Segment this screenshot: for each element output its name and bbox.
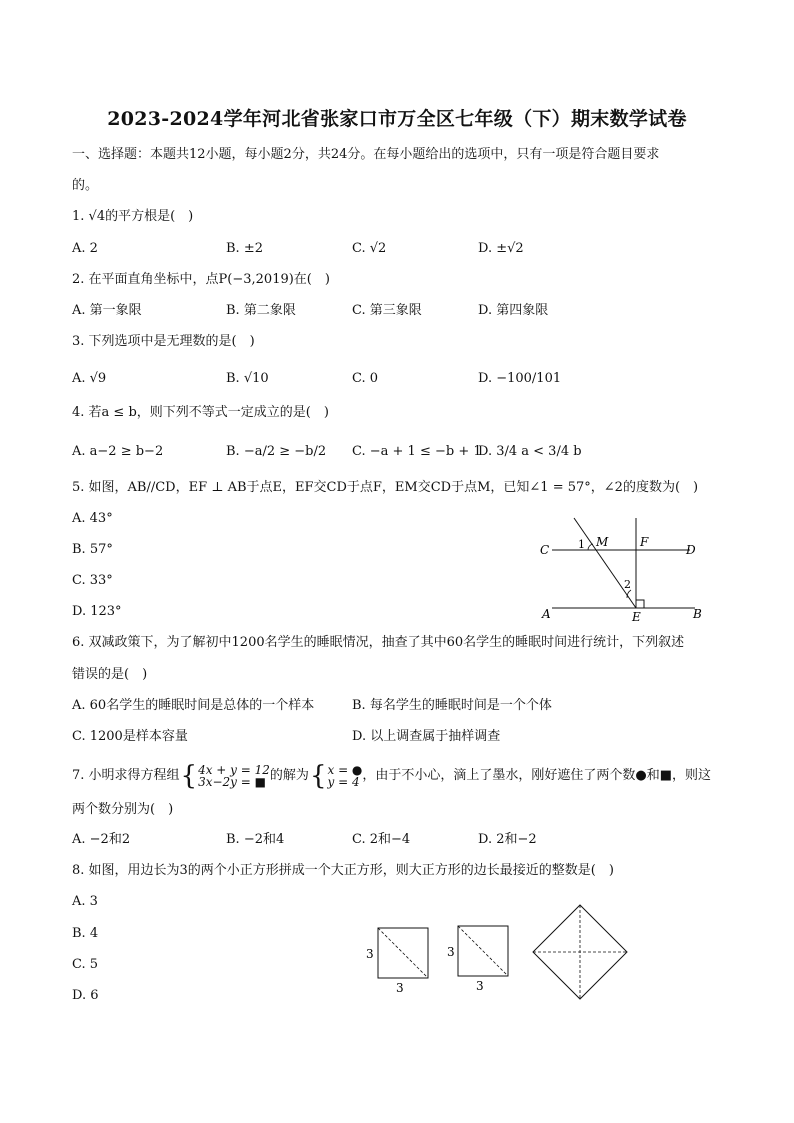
question-3: 3. 下列选项中是无理数的是( ) (72, 334, 255, 349)
q7-option-c: C. 2和−4 (352, 832, 411, 847)
q7-system-2 (327, 764, 362, 788)
label-c: C (540, 543, 550, 557)
question-1: 1. √4的平方根是( ) (72, 209, 194, 224)
q5-option-c: C. 33° (72, 573, 113, 588)
label-f: F (640, 535, 649, 549)
q6-option-b: B. 每名学生的睡眠时间是一个个体 (352, 698, 552, 713)
q4-option-b: B. −a/2 ≥ −b/2 (226, 444, 327, 459)
question-2: 2. 在平面直角坐标中，点P(−3,2019)在( ) (72, 272, 330, 287)
q5-option-d: D. 123° (72, 604, 122, 619)
q2-option-c: C. 第三象限 (352, 303, 422, 318)
q5-geometry-figure (530, 510, 710, 622)
q7-text-a: 7. 小明求得方程组 (72, 768, 180, 783)
q8-squares-figure (360, 900, 640, 1000)
angle-2-label: 2 (624, 578, 631, 591)
question-7 (72, 763, 711, 789)
q7-sol-x: x = ● (327, 763, 363, 777)
label-a: A (542, 607, 551, 621)
label-e: E (632, 610, 641, 622)
question-8: 8. 如图，用边长为3的两个小正方形拼成一个大正方形，则大正方形的边长最接近的整数是( ) (72, 863, 614, 878)
q7-eq-1: 4x + y = 12 (198, 763, 270, 777)
q3-option-a: A. √9 (72, 371, 107, 386)
question-6-cont: 错误的是( ) (72, 667, 148, 682)
q7-sol-y: y = 4 (327, 775, 360, 789)
q7-system-1 (198, 764, 270, 788)
q2-option-d: D. 第四象限 (478, 303, 549, 318)
q3-option-b: B. √10 (226, 371, 269, 386)
question-6: 6. 双减政策下，为了解初中1200名学生的睡眠情况，抽查了其中60名学生的睡眠时间进行统计，下列叙述 (72, 635, 685, 650)
q6-option-c: C. 1200是样本容量 (72, 729, 188, 744)
q7-eq-2: 3x−2y = ■ (198, 775, 266, 789)
page-title: 2023-2024学年河北省张家口市万全区七年级（下）期末数学试卷 (107, 108, 687, 130)
q1-option-d: D. ±√2 (478, 241, 524, 256)
q7-text-c: ，由于不小心，滴上了墨水，刚好遮住了两个数●和■，则这 (362, 768, 712, 783)
question-4: 4. 若a ≤ b，则下列不等式一定成立的是( ) (72, 405, 329, 420)
q8-option-c: C. 5 (72, 957, 99, 972)
q3-option-d: D. −100/101 (478, 371, 562, 386)
q8-option-b: B. 4 (72, 926, 99, 941)
square-2-side-label: 3 (447, 945, 455, 959)
q7-brace-1: { (180, 761, 198, 791)
q4-option-d: D. 3/4 a < 3/4 b (478, 444, 582, 459)
q4-option-c: C. −a + 1 ≤ −b + 1 (352, 444, 482, 459)
q7-option-a: A. −2和2 (72, 832, 131, 847)
label-m: M (596, 535, 609, 549)
q8-option-a: A. 3 (72, 894, 98, 909)
q4-option-a: A. a−2 ≥ b−2 (72, 444, 164, 459)
square-2-bottom-label: 3 (476, 979, 484, 993)
q7-option-d: D. 2和−2 (478, 832, 537, 847)
q1-option-c: C. √2 (352, 241, 387, 256)
question-7-cont: 两个数分别为( ) (72, 802, 174, 817)
section-instruction: 一、选择题：本题共12小题，每小题2分，共24分。在每小题给出的选项中，只有一项是符合题目要求 (72, 147, 660, 162)
square-1-side-label: 3 (366, 947, 374, 961)
q6-option-d: D. 以上调查属于抽样调查 (352, 729, 501, 744)
q5-option-b: B. 57° (72, 542, 113, 557)
label-b: B (693, 607, 702, 621)
q7-text-b: 的解为 (269, 768, 309, 783)
square-1-bottom-label: 3 (396, 981, 404, 995)
q7-option-b: B. −2和4 (226, 832, 285, 847)
q6-option-a: A. 60名学生的睡眠时间是总体的一个样本 (72, 698, 315, 713)
q3-option-c: C. 0 (352, 371, 379, 386)
q8-option-d: D. 6 (72, 988, 99, 1003)
q2-option-b: B. 第二象限 (226, 303, 296, 318)
q2-option-a: A. 第一象限 (72, 303, 142, 318)
section-instruction-cont: 的。 (72, 178, 99, 193)
q5-option-a: A. 43° (72, 511, 113, 526)
question-5: 5. 如图，AB//CD，EF ⊥ AB于点E，EF交CD于点F，EM交CD于点M，已知∠1 = 57°，∠2的度数为( ) (72, 480, 699, 495)
q1-option-a: A. 2 (72, 241, 98, 256)
angle-1-label: 1 (578, 538, 585, 551)
q7-brace-2: { (309, 761, 327, 791)
q1-option-b: B. ±2 (226, 241, 263, 256)
label-d: D (686, 543, 696, 557)
